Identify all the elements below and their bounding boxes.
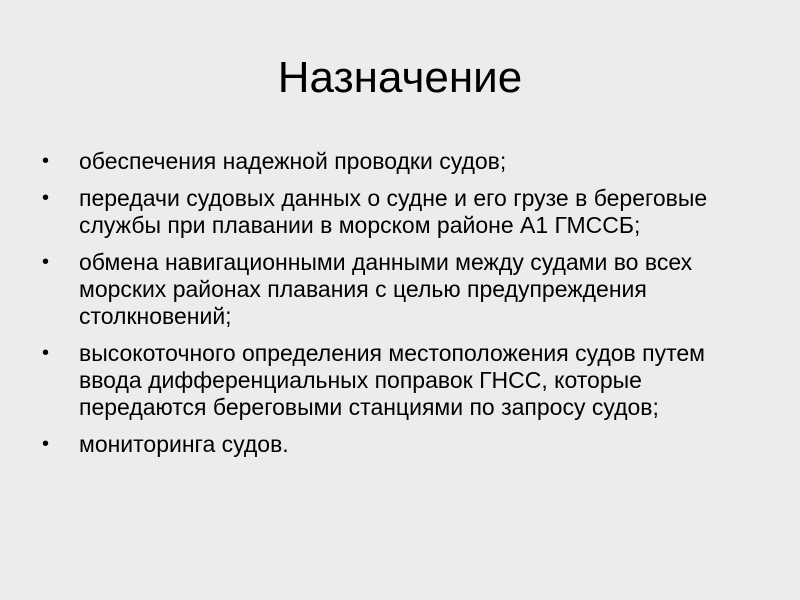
bullet-list [40,148,740,468]
bullet-text: передачи судовых данных о судне и его грузе в береговые службы при плавании в морском районе А1 ГМССБ; [79,185,708,238]
bullet-text: мониторинга судов. [79,431,289,457]
bullet-item [40,249,740,330]
bullet-text: высокоточного определения местоположения судов путем ввода дифференциальных поправок ГНСС, которые передаются береговыми станциями по запросу судов; [79,340,705,420]
bullet-icon: • [42,433,50,455]
bullet-text: обмена навигационными данными между судами во всех морских районах плавания с целью предупреждения столкновений; [79,249,693,329]
slide-title: Назначение [277,53,523,102]
bullet-icon: • [42,251,50,273]
bullet-item [40,185,740,239]
bullet-icon: • [42,342,50,364]
bullet-item [40,340,740,421]
bullet-item [40,148,740,175]
bullet-icon: • [42,187,50,209]
bullet-text: обеспечения надежной проводки судов; [79,148,507,174]
bullet-item [40,431,740,458]
bullet-icon: • [42,150,50,172]
